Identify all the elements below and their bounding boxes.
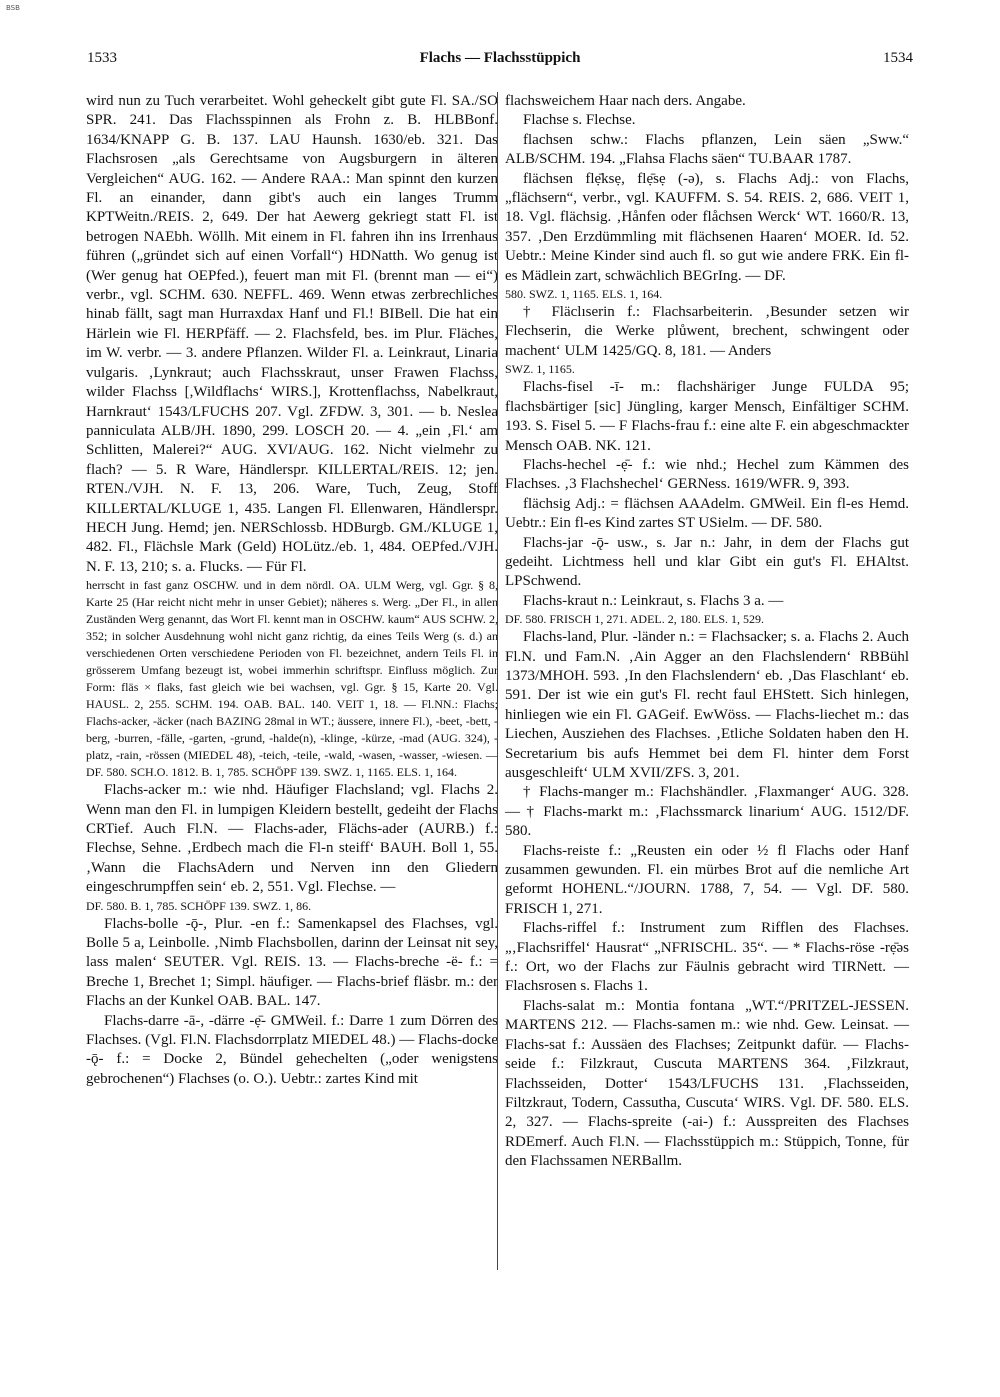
dictionary-entry: SWZ. 1, 1165.: [505, 362, 575, 377]
column-divider: [497, 92, 498, 1270]
dictionary-entry: Flachs-fisel -ī- m.: flachshäriger Junge FULDA 95; flachsbärtiger [sic] Jüngling, karger Mensch, Einfältiger SCHM. 193. S. Fisel 5. — F Flachs-frau f.: eine alte F. ein abgeschmackter Mensch OAB. NK. 121.: [505, 379, 909, 454]
dictionary-entry: † Fläclıserin f.: Flachsarbeiterin. ‚Besunder setzen wir Flechserin, die Werke plůwent, brechent, schwingent oder machent‘ ULM 1425/GQ. 8, 181. — Anders: [505, 304, 909, 359]
library-stamp: BSB: [6, 4, 20, 12]
dictionary-entry: herrscht in fast ganz OSCHW. und in dem nördl. OA. ULM Werg, vgl. Ggr. § 8, Karte 25 (Har reicht nicht mehr in unser Gebiet); näheres s. Werg. „Der Fl., in allen Zuständen Werg genannt, das Wort Fl. kennt man in OSCHW. kaum“ AUS SCHW. 2, 352; in solcher Ausdehnung wohl nicht ganz richtig, da eines Teils Werg (s. d.) an verschiedenen Orten verschiedene Perioden von Fl. bezeichnet, andern Teils Fl. in grösserem Umfang bezeugt ist, wobei immerhin schriftspr. Einfluss möglich. Zur Form: fläs × flaks, fast gleich wie bei wachsen, vgl. Ggr. § 15, Karte 20. Vgl. HAUSL. 2, 255. SCHM. 194. OAB. BAL. 140. VEIT 1, 18. — Fl.NN.: Flachs; Flachs-acker, -äcker (nach BAZING 28mal in WT.; äussere, innere Fl.), -beet, -bett, -berg, -burren, -fälle, -garten, -grund, -halde(n), -klinge, -kürze, -mad (AUG. 324), -platz, -rain, -rössen (MIEDEL 48), -teich, -teile, -wald, -wasen, -wasser, -wiesen. — DF. 580. SCH.O. 1812. B. 1, 785. SCHÖPF 139. SWZ. 1, 1165. ELS. 1, 164.: [86, 578, 498, 780]
dictionary-entry: Flachs-acker m.: wie nhd. Häufiger Flachsland; vgl. Flachs 2. Wenn man den Fl. in lumpigen Kleidern bestellt, gedeiht der Flachs CRTief. Auch Fl.N. — Flachs-ader, Flächs-ader (AURB.) f.: Flechse, Sehne. ‚Erdbech mach die Fl-n steiff‘ BAUH. Boll 1, 55. ‚Wann die FlachsAdern und Nerven inn den Gliedern eingeschrumpffen sein‘ eb. 2, 551. Vgl. Flechse. —: [86, 782, 498, 896]
dictionary-entry: Flachs-bolle -ǭ-, Plur. -en f.: Samenkapsel des Flachses, vgl. Bolle 5 a, Leinbolle. ‚Nimb Flachsbollen, darinn der Leinsat nit sey, lass malen‘ SEUTER. Vgl. REIS. 13. — Flachs-breche -ë- f.: = Breche 1, Brechet 1; Simpl. häufiger. — Flachs-brief fläsbr. m.: der Flachs an der Kunkel OAB. BAL. 147.: [86, 915, 498, 1010]
dictionary-entry: Flachs-reiste f.: „Reusten ein oder ½ fl Flachs oder Hanf zusammen gewunden. Fl. ein mürbes Brot auf die nemliche Art geformt HOHENL.“/JOURN. 1788, 7, 54. — Vgl. DF. 580. FRISCH 1, 271.: [505, 842, 909, 917]
column-number-right: 1534: [883, 50, 913, 66]
dictionary-entry: † Flachs-manger m.: Flachshändler. ‚Flaxmanger‘ AUG. 328. — † Flachs-markt m.: ‚Flachssmarck linarium‘ AUG. 1512/DF. 580.: [505, 784, 909, 840]
dictionary-entry: flachsen schw.: Flachs pflanzen, Lein säen „Sww.“ ALB/SCHM. 194. „Flahsa Flachs säen“ TU.BAAR 1787.: [505, 131, 909, 168]
dictionary-entry: 580. SWZ. 1, 1165. ELS. 1, 164.: [505, 287, 663, 302]
dictionary-entry: wird nun zu Tuch verarbeitet. Wohl geheckelt gibt gute Fl. SA./SO SPR. 241. Das Flachsspinnen als Frohn z. B. HLBBonf. 1634/KNAPP G. B. 137. LAU Haunsh. 1630/eb. 321. Das Flachsrosen „als Gerechtsame von Augsburgern in älteren Vergleichen“ AUG. 162. — Andere RAA.: Man spinnt den kurzen Fl. an einander, dann gibt's auch ein langes Trumm KPTWeitn./REIS. 2, 649. Der hat Aewerg gekriegt statt Fl. ist betrogen NAEbh. Wöllh. Mit einem in Fl. fahren ihn ins Irrenhaus führen („gründet sich auf einen Vorfall“) HDNatth. Wo genug ist (Wer genug hat OEPfed.), feuert man mit Fl. (brennt man — ei“) verbr., vgl. SCHM. 630. NEFFL. 469. Wenn etwas zerbrechliches hinab fällt, sagt man Hurraxdax Hanf und Fl.! BIBell. Die hat ein Härlein wie Fl. HERPfäff. — 2. Flachsfeld, bes. im Plur. Fläches, im W. verbr. — 3. andere Pflanzen. Wilder Fl. a. Leinkraut, Linaria vulgaris. ‚Lynkraut; auch Flachsskraut, unser Frawen Flachss, wilder Flachss [,Wildflachs‘ WIRS.], Krottenflachss, Nabelkraut, Harnkraut‘ 1543/LFUCHS 207. Vgl. ZFDW. 3, 301. — b. Neslea panniculata ALB/JH. 1890, 299. LOSCH 20. — 4. „ein ‚Fl.‘ am Schlitten, Malerei?“ AUG. XVI/AUG. 162. Nicht vielmehr zu flach? — 5. R Ware, Händlerspr. KILLERTAL/REIS. 12; jen. RTEN./VJH. N. F. 13, 206. Ware, Tuch, Zeug, Stoff KILLERTAL/KLUGE 1, 435. Langen Fl. Ellenwaren, Händlerspr. HECH Jung. Hemd; jen. NERSchlossb. HDBurgb. GM./KLUGE 1, 482. Fl., Flächsle Mark (Geld) HOLütz./eb. 1, 484. OEPfed./VJH. N. F. 13, 210; s. a. Flucks. — Für Fl.: [86, 93, 498, 575]
left-column: [86, 92, 498, 1089]
dictionary-entry: Flachs-land, Plur. -länder n.: = Flachsacker; s. a. Flachs 2. Auch Fl.N. und Fam.N. ‚Ain Agger an den Flachslendern‘ RBBühl 1373/MHOH. 593. ‚In den Flachslendern‘ eb. ‚Das Flaschlant‘ eb. 591. Der ist wie ein gut's Fl. recht faul EHStett. Sich hinlegen, hinliegen wie ein Fl. GAGeif. EwWöss. — Flachs-liechet m.: das Liechen, Ausziehen des Flachses. ‚Etliche Soldaten haben den H. Secretarium bis aufs Hemmet bei dem Fl. hinter dem Forst ausgeschleift‘ ULM XVII/ZFS. 3, 201.: [505, 629, 909, 781]
dictionary-entry: Flachs-riffel f.: Instrument zum Rifflen des Flachses. „‚Flachsriffel‘ Hausrat“ „NFRISCHL. 35“. — * Flachs-röse -rẹ̄əs f.: Ort, wo der Flachs zur Fäulnis gebracht wird TIRNett. — Flachsrosen s. Flachs 1.: [505, 920, 909, 995]
column-number-left: 1533: [87, 50, 117, 66]
dictionary-entry: DF. 580. FRISCH 1, 271. ADEL. 2, 180. ELS. 1, 529.: [505, 612, 765, 627]
dictionary-entry: Flachs-salat m.: Montia fontana „WT.“/PRITZEL-JESSEN. MARTENS 212. — Flachs-samen m.: wie nhd. Gew. Leinsat. — Flachs-sat f.: Aussäen des Flachses; Zeitpunkt dafür. — Flachs-seide f.: Filzkraut, Cuscuta MARTENS 364. ‚Filzkraut, Flachsseiden, Dotter‘ 1543/LFUCHS 131. ‚Flachsseiden, Filtzkraut, Todern, Cassutha, Cuscuta‘ WIRS. Vgl. DF. 580. ELS. 2, 327. — Flachs-spreite (-ai-) f.: Ausspreiten des Flachses RDEmerf. Auch Fl.N. — Flachsstüppich m.: Stüppich, Tonne, für den Flachssamen NERBallm.: [505, 997, 909, 1170]
dictionary-entry: flächsen flẹ̄ksẹ, flẹ̄sẹ (-ə), s. Flachs Adj.: von Flachs, „flächsern“, verbr., vgl. KAUFFM. S. 54. REIS. 2, 686. VEIT 1, 18. Vgl. flächsig. ‚Hånfen oder flåchsen Werck‘ WT. 1660/R. 13, 357. ‚Den Erzdümmling mit flächsenen Haaren‘ MOER. Id. 52. Uebtr.: Meine Kinder sind auch fl. so gut wie andere FRK. Ein fl-es Mädlein zart, schwächlich BEGrIng. — DF.: [505, 170, 909, 284]
page-title: Flachs — Flachsstüppich: [419, 50, 581, 66]
dictionary-entry: DF. 580. B. 1, 785. SCHÖPF 139. SWZ. 1, 86.: [86, 898, 312, 913]
dictionary-entry: flachsweichem Haar nach ders. Angabe.: [505, 93, 746, 109]
dictionary-entry: flächsig Adj.: = flächsen AAAdelm. GMWeil. Ein fl-es Hemd. Uebtr.: Ein fl-es Kind zartes ST USielm. — DF. 580.: [505, 495, 909, 532]
dictionary-entry: Flachs-hechel -ẹ̄- f.: wie nhd.; Hechel zum Kämmen des Flachses. ‚3 Flachshechel‘ GERNess. 1619/WFR. 9, 393.: [505, 456, 909, 493]
dictionary-entry: Flachs-jar -ǭ- usw., s. Jar n.: Jahr, in dem der Flachs gut gedeiht. Lichtmess hell und klar Gibt ein gut's Fl. EHAltst. LPSchwend.: [505, 534, 909, 590]
right-column: [505, 92, 909, 1172]
dictionary-entry: Flachs-darre -ā-, -därre -ẹ̄- GMWeil. f.: Darre 1 zum Dörren des Flachses. (Vgl. Fl.N. Flachsdorrplatz MIEDEL 48.) — Flachs-docke -ǭ- f.: = Docke 2, Bündel gehechelten („oder wenigstens gebrochenen“) Flachses (o. O.). Uebtr.: zartes Kind mit: [86, 1012, 498, 1087]
dictionary-entry: Flachse s. Flechse.: [523, 112, 636, 129]
dictionary-entry: Flachs-kraut n.: Leinkraut, s. Flachs 3 a. —: [523, 592, 784, 609]
